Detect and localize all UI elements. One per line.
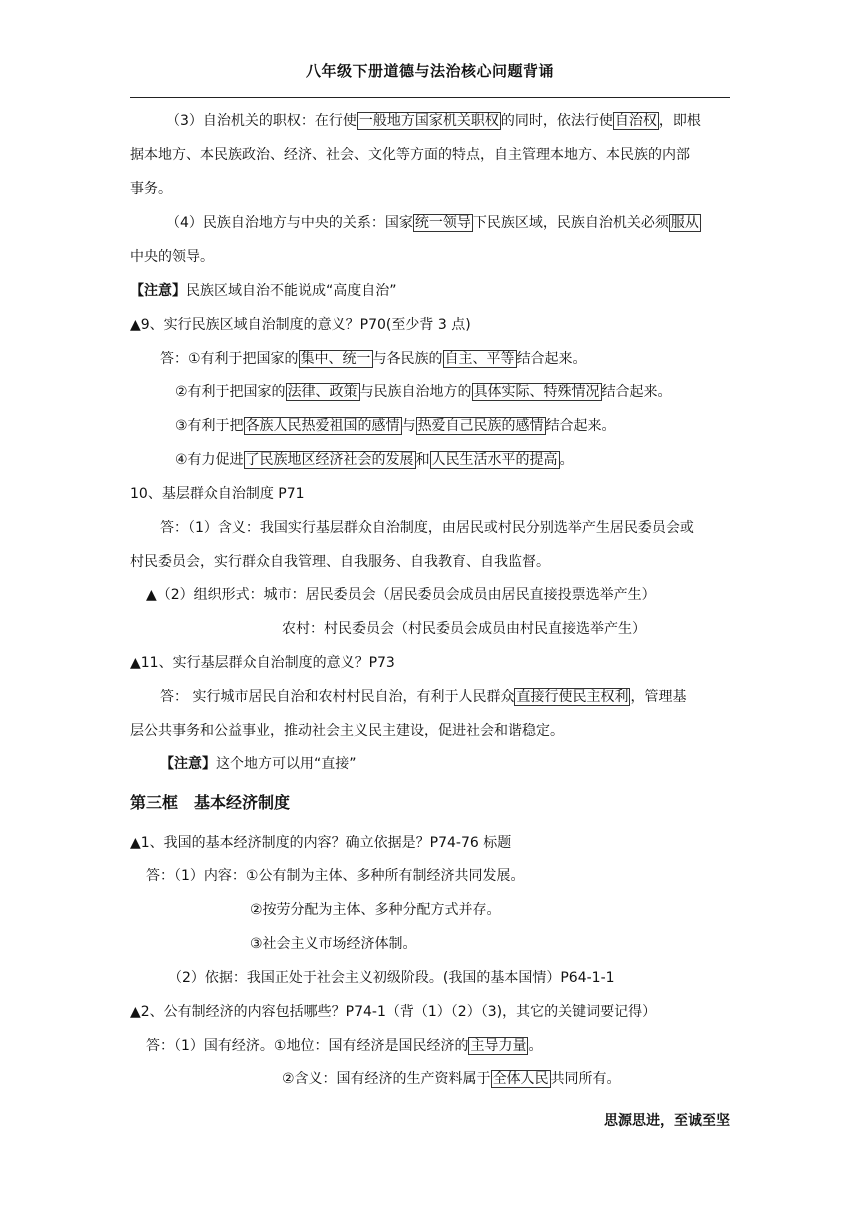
section-title: 第三框 基本经济制度 [130,793,291,812]
text-line: 中央的领导。 [130,249,214,265]
text-line: 农村：村民委员会（村民委员会成员由村民直接选举产生） [282,621,646,637]
boxed-keyword: 具体实际、特殊情况 [473,384,600,400]
text-line: ③社会主义市场经济体制。 [250,936,417,952]
text-line: 答：（1）内容：①公有制为主体、多种所有制经济共同发展。 [146,868,525,884]
text-line: ④有力促进 了民族地区经济社会的发展 和 人民生活水平的提高 。 [175,452,574,468]
note-line: 【注意】这个地方可以用“直接” [160,756,357,772]
text-line: 答：①有利于把国家的 集中、统一 与各民族的 自主、平等 结合起来。 [160,351,587,367]
boxed-keyword: 自治权 [614,113,657,129]
boxed-keyword: 各族人民热爱祖国的感情 [245,418,400,434]
boxed-keyword: 自主、平等 [444,351,515,367]
boxed-keyword: 集中、统一 [300,351,371,367]
text-line: 答： 实行城市居民自治和农村村民自治，有利于人民群众 直接行使民主权利 ，管理基 [160,689,687,705]
text-line: ②有利于把国家的 法律、政策 与民族自治地方的 具体实际、特殊情况 结合起来。 [175,384,672,400]
question-heading: ▲1、我国的基本经济制度的内容？确立依据是？P74-76 标题 [130,835,512,851]
boxed-keyword: 主导力量 [470,1038,527,1054]
text-line: ②含义：国有经济的生产资料属于 全体人民 共同所有。 [282,1071,621,1087]
note-line: 【注意】民族区域自治不能说成“高度自治” [130,283,397,299]
boxed-keyword: 服从 [670,215,699,231]
text-line: 层公共事务和公益事业，推动社会主义民主建设，促进社会和谐稳定。 [130,723,564,739]
text-line: 答：（1）含义：我国实行基层群众自治制度，由居民或村民分别选举产生居民委员会或 [160,520,694,536]
boxed-keyword: 直接行使民主权利 [516,689,629,705]
boxed-keyword: 统一领导 [414,215,471,231]
page-footer-motto: 思源思进，至诚至坚 [604,1113,730,1129]
text-line: ②按劳分配为主体、多种分配方式并存。 [250,902,501,918]
text-line: ▲（2）组织形式：城市：居民委员会（居民委员会成员由居民直接投票选举产生） [146,587,656,603]
question-heading: ▲9、实行民族区域自治制度的意义？P70(至少背 3 点) [130,317,471,333]
text-line: 答：（1）国有经济。①地位：国有经济是国民经济的 主导力量 。 [146,1038,543,1054]
text-line: （2）依据：我国正处于社会主义初级阶段。(我国的基本国情）P64-1-1 [168,970,615,986]
text-line: ③有利于把 各族人民热爱祖国的感情 与 热爱自己民族的感情 结合起来。 [175,418,616,434]
question-heading: 10、基层群众自治制度 P71 [130,486,305,502]
boxed-keyword: 全体人民 [492,1071,549,1087]
boxed-keyword: 了民族地区经济社会的发展 [245,452,414,468]
header-divider [130,97,730,98]
page-header-title: 八年级下册道德与法治核心问题背诵 [305,62,554,80]
question-heading: ▲11、实行基层群众自治制度的意义？P73 [130,655,395,671]
boxed-keyword: 一般地方国家机关职权 [358,113,499,129]
question-heading: ▲2、公有制经济的内容包括哪些？P74-1（背（1）（2）（3)，其它的关键词要记得） [130,1004,657,1020]
text-line: 村民委员会，实行群众自我管理、自我服务、自我教育、自我监督。 [130,554,550,570]
boxed-keyword: 人民生活水平的提高 [431,452,558,468]
boxed-keyword: 法律、政策 [287,384,358,400]
text-line: 事务。 [130,181,172,197]
text-line: 据本地方、本民族政治、经济、社会、文化等方面的特点，自主管理本地方、本民族的内部 [130,147,690,163]
text-line: （3）自治机关的职权：在行使 一般地方国家机关职权 的同时，依法行使 自治权 ，即根 [166,113,701,129]
boxed-keyword: 热爱自己民族的感情 [417,418,544,434]
text-line: （4）民族自治地方与中央的关系：国家 统一领导 下民族区域，民族自治机关必须 服从 [166,215,699,231]
